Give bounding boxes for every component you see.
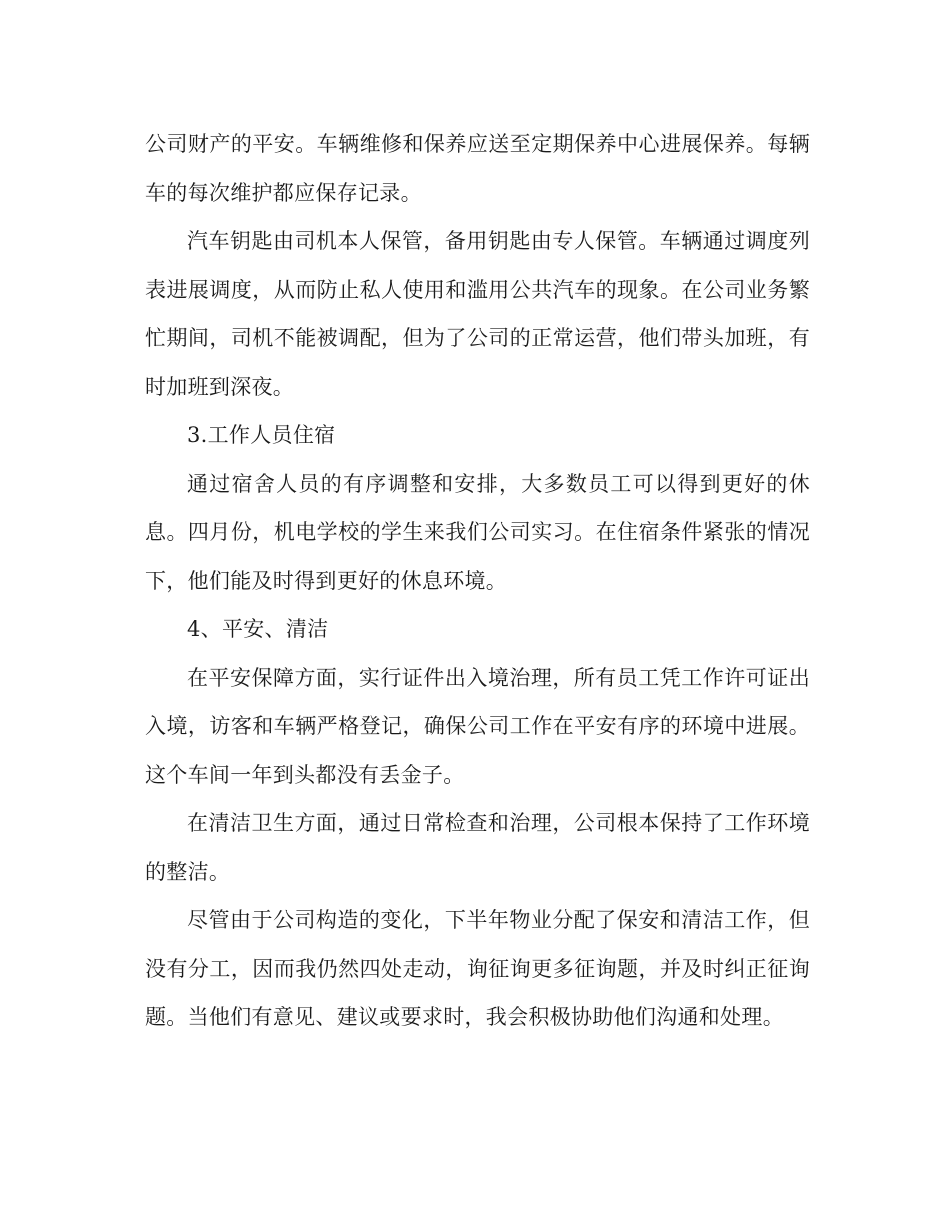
document-body [145,120,810,1042]
paragraph-car-keys: 汽车钥匙由司机本人保管，备用钥匙由专人保管。车辆通过调度列表进展调度，从而防止私人使用和滥用公共汽车的现象。在公司业务繁忙期间，司机不能被调配，但为了公司的正常运营，他们带头加班，有时加班到深夜。 [145,229,810,399]
section-heading-staff-accommodation: 3.工作人员住宿 [187,423,336,447]
paragraph-dormitory: 通过宿舍人员的有序调整和安排，大多数员工可以得到更好的休息。四月份，机电学校的学生来我们公司实习。在住宿条件紧张的情况下，他们能及时得到更好的休息环境。 [145,471,810,593]
paragraph-continuation: 公司财产的平安。车辆维修和保养应送至定期保养中心进展保养。每辆车的每次维护都应保存记录。 [145,132,810,205]
paragraph-safety: 在平安保障方面，实行证件出入境治理，所有员工凭工作许可证出入境，访客和车辆严格登记，确保公司工作在平安有序的环境中进展。这个车间一年到头都没有丢金子。 [145,665,810,787]
paragraph-restructure: 尽管由于公司构造的变化，下半年物业分配了保安和清洁工作，但没有分工，因而我仍然四处走动，询征询更多征询题，并及时纠正征询题。当他们有意见、建议或要求时，我会积极协助他们沟通和处理。 [145,908,810,1029]
paragraph-cleaning: 在清洁卫生方面，通过日常检查和治理，公司根本保持了工作环境的整洁。 [145,811,810,884]
section-heading-safety-cleaning: 4、平安、清洁 [187,617,329,641]
